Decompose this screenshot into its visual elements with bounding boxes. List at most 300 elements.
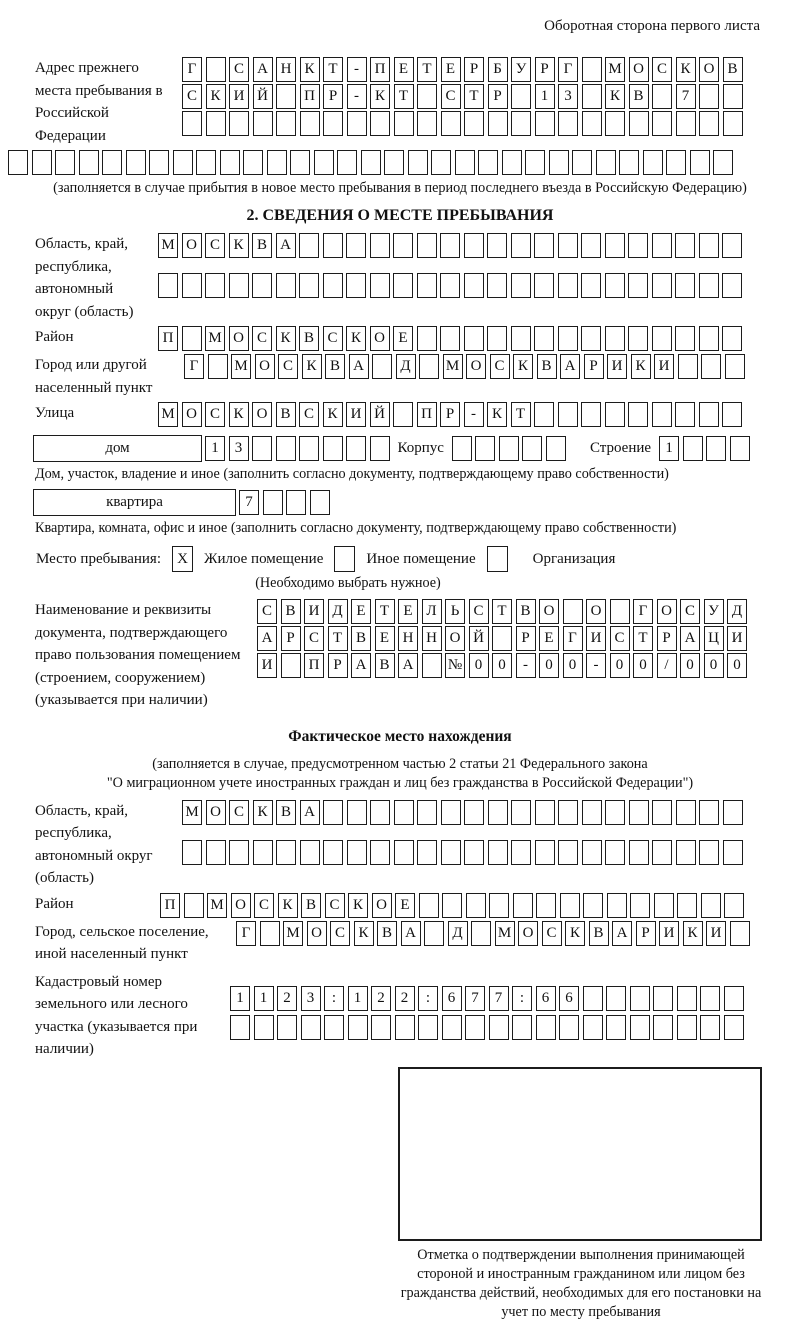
char-cell[interactable]: П xyxy=(160,893,180,918)
char-cell[interactable] xyxy=(558,233,578,258)
char-cell[interactable] xyxy=(677,893,697,918)
char-cell[interactable] xyxy=(607,893,627,918)
char-cell[interactable]: О xyxy=(255,354,275,379)
char-cell[interactable] xyxy=(536,1015,556,1040)
char-cell[interactable]: 0 xyxy=(563,653,583,678)
char-cell[interactable]: Й xyxy=(469,626,489,651)
char-cell[interactable] xyxy=(722,402,742,427)
char-cell[interactable] xyxy=(229,111,249,136)
char-cell[interactable] xyxy=(534,233,554,258)
char-cell[interactable] xyxy=(440,233,460,258)
char-cell[interactable]: - xyxy=(464,402,484,427)
char-cell[interactable] xyxy=(417,233,437,258)
char-cell[interactable]: Е xyxy=(393,326,413,351)
char-cell[interactable]: М xyxy=(207,893,227,918)
char-cell[interactable] xyxy=(723,84,743,109)
char-cell[interactable] xyxy=(182,273,202,298)
char-cell[interactable] xyxy=(723,800,743,825)
char-cell[interactable]: Е xyxy=(351,599,371,624)
char-cell[interactable] xyxy=(276,840,296,865)
char-cell[interactable]: Н xyxy=(398,626,418,651)
char-cell[interactable] xyxy=(431,150,451,175)
s3-city-row[interactable] xyxy=(236,921,750,946)
char-cell[interactable]: : xyxy=(324,986,344,1011)
cadastral-row-2[interactable] xyxy=(230,1015,744,1040)
char-cell[interactable]: А xyxy=(560,354,580,379)
char-cell[interactable] xyxy=(276,84,296,109)
char-cell[interactable] xyxy=(126,150,146,175)
char-cell[interactable] xyxy=(652,840,672,865)
char-cell[interactable]: К xyxy=(354,921,374,946)
char-cell[interactable]: С xyxy=(490,354,510,379)
char-cell[interactable]: 1 xyxy=(230,986,250,1011)
char-cell[interactable] xyxy=(394,840,414,865)
char-cell[interactable] xyxy=(706,436,726,461)
char-cell[interactable] xyxy=(408,150,428,175)
char-cell[interactable]: : xyxy=(418,986,438,1011)
char-cell[interactable] xyxy=(511,273,531,298)
char-cell[interactable]: М xyxy=(283,921,303,946)
char-cell[interactable] xyxy=(558,800,578,825)
char-cell[interactable] xyxy=(699,402,719,427)
char-cell[interactable]: Й xyxy=(370,402,390,427)
char-cell[interactable]: О xyxy=(466,354,486,379)
char-cell[interactable] xyxy=(452,436,472,461)
char-cell[interactable]: П xyxy=(304,653,324,678)
char-cell[interactable] xyxy=(563,599,583,624)
char-cell[interactable]: В xyxy=(325,354,345,379)
document-row-1[interactable] xyxy=(257,599,747,624)
char-cell[interactable] xyxy=(489,893,509,918)
char-cell[interactable]: 0 xyxy=(680,653,700,678)
char-cell[interactable] xyxy=(361,150,381,175)
char-cell[interactable] xyxy=(464,111,484,136)
char-cell[interactable] xyxy=(722,326,742,351)
char-cell[interactable] xyxy=(184,893,204,918)
s3-region-row-2[interactable] xyxy=(182,840,743,865)
char-cell[interactable] xyxy=(605,840,625,865)
char-cell[interactable] xyxy=(730,921,750,946)
char-cell[interactable]: А xyxy=(253,57,273,82)
char-cell[interactable] xyxy=(676,800,696,825)
char-cell[interactable] xyxy=(243,150,263,175)
cadastral-row-1[interactable] xyxy=(230,986,744,1011)
char-cell[interactable]: С xyxy=(652,57,672,82)
s3-district-row[interactable] xyxy=(160,893,744,918)
prev-address-overflow-row[interactable] xyxy=(8,150,792,175)
char-cell[interactable]: М xyxy=(182,800,202,825)
char-cell[interactable] xyxy=(652,800,672,825)
char-cell[interactable]: Г xyxy=(184,354,204,379)
char-cell[interactable]: К xyxy=(253,800,273,825)
char-cell[interactable]: Р xyxy=(657,626,677,651)
char-cell[interactable] xyxy=(419,354,439,379)
char-cell[interactable] xyxy=(522,436,542,461)
char-cell[interactable]: С xyxy=(278,354,298,379)
char-cell[interactable] xyxy=(628,326,648,351)
char-cell[interactable]: 0 xyxy=(727,653,747,678)
char-cell[interactable]: С xyxy=(205,233,225,258)
char-cell[interactable] xyxy=(323,111,343,136)
char-cell[interactable] xyxy=(276,436,296,461)
char-cell[interactable]: И xyxy=(257,653,277,678)
char-cell[interactable] xyxy=(417,111,437,136)
char-cell[interactable] xyxy=(323,273,343,298)
char-cell[interactable]: 6 xyxy=(559,986,579,1011)
char-cell[interactable]: 7 xyxy=(676,84,696,109)
char-cell[interactable]: К xyxy=(348,893,368,918)
char-cell[interactable] xyxy=(701,354,721,379)
char-cell[interactable] xyxy=(713,150,733,175)
char-cell[interactable]: В xyxy=(375,653,395,678)
char-cell[interactable] xyxy=(675,402,695,427)
char-cell[interactable] xyxy=(229,273,249,298)
char-cell[interactable] xyxy=(699,84,719,109)
char-cell[interactable]: Д xyxy=(328,599,348,624)
apartment-number-cells[interactable] xyxy=(239,490,330,515)
char-cell[interactable]: О xyxy=(231,893,251,918)
char-cell[interactable]: О xyxy=(699,57,719,82)
char-cell[interactable] xyxy=(394,111,414,136)
char-cell[interactable]: С xyxy=(323,326,343,351)
char-cell[interactable]: И xyxy=(706,921,726,946)
char-cell[interactable]: О xyxy=(586,599,606,624)
char-cell[interactable]: С xyxy=(680,599,700,624)
char-cell[interactable]: 2 xyxy=(371,986,391,1011)
s2-street-row[interactable] xyxy=(158,402,742,427)
char-cell[interactable]: С xyxy=(610,626,630,651)
char-cell[interactable]: М xyxy=(605,57,625,82)
char-cell[interactable]: С xyxy=(441,84,461,109)
char-cell[interactable] xyxy=(723,840,743,865)
char-cell[interactable] xyxy=(182,840,202,865)
char-cell[interactable] xyxy=(229,840,249,865)
char-cell[interactable] xyxy=(208,354,228,379)
char-cell[interactable] xyxy=(512,1015,532,1040)
char-cell[interactable] xyxy=(441,840,461,865)
char-cell[interactable]: О xyxy=(518,921,538,946)
char-cell[interactable]: М xyxy=(231,354,251,379)
char-cell[interactable] xyxy=(301,1015,321,1040)
char-cell[interactable] xyxy=(511,326,531,351)
char-cell[interactable] xyxy=(417,326,437,351)
char-cell[interactable] xyxy=(149,150,169,175)
char-cell[interactable]: Д xyxy=(396,354,416,379)
char-cell[interactable]: П xyxy=(370,57,390,82)
char-cell[interactable] xyxy=(417,84,437,109)
char-cell[interactable]: В xyxy=(351,626,371,651)
char-cell[interactable]: Р xyxy=(323,84,343,109)
char-cell[interactable] xyxy=(254,1015,274,1040)
s2-district-row[interactable] xyxy=(158,326,742,351)
char-cell[interactable] xyxy=(370,840,390,865)
char-cell[interactable] xyxy=(502,150,522,175)
korpus-cells[interactable] xyxy=(452,436,566,461)
char-cell[interactable]: И xyxy=(727,626,747,651)
char-cell[interactable]: 7 xyxy=(489,986,509,1011)
char-cell[interactable]: Т xyxy=(375,599,395,624)
char-cell[interactable]: - xyxy=(347,57,367,82)
char-cell[interactable]: 1 xyxy=(254,986,274,1011)
char-cell[interactable] xyxy=(549,150,569,175)
char-cell[interactable]: О xyxy=(182,233,202,258)
char-cell[interactable] xyxy=(725,354,745,379)
char-cell[interactable]: И xyxy=(586,626,606,651)
char-cell[interactable] xyxy=(583,986,603,1011)
char-cell[interactable] xyxy=(370,800,390,825)
char-cell[interactable]: В xyxy=(629,84,649,109)
char-cell[interactable] xyxy=(32,150,52,175)
char-cell[interactable] xyxy=(487,233,507,258)
char-cell[interactable] xyxy=(653,986,673,1011)
char-cell[interactable]: В xyxy=(281,599,301,624)
char-cell[interactable] xyxy=(220,150,240,175)
char-cell[interactable] xyxy=(419,893,439,918)
char-cell[interactable] xyxy=(384,150,404,175)
char-cell[interactable] xyxy=(630,1015,650,1040)
char-cell[interactable] xyxy=(560,893,580,918)
char-cell[interactable]: Р xyxy=(584,354,604,379)
char-cell[interactable] xyxy=(666,150,686,175)
char-cell[interactable] xyxy=(582,57,602,82)
char-cell[interactable]: Й xyxy=(253,84,273,109)
char-cell[interactable] xyxy=(558,840,578,865)
char-cell[interactable] xyxy=(723,111,743,136)
char-cell[interactable]: Г xyxy=(558,57,578,82)
char-cell[interactable]: Б xyxy=(488,57,508,82)
char-cell[interactable] xyxy=(393,233,413,258)
char-cell[interactable]: К xyxy=(302,354,322,379)
char-cell[interactable] xyxy=(102,150,122,175)
char-cell[interactable]: Е xyxy=(398,599,418,624)
char-cell[interactable]: Е xyxy=(375,626,395,651)
char-cell[interactable]: Д xyxy=(448,921,468,946)
char-cell[interactable]: Р xyxy=(516,626,536,651)
char-cell[interactable]: Г xyxy=(563,626,583,651)
char-cell[interactable]: В xyxy=(516,599,536,624)
char-cell[interactable] xyxy=(441,800,461,825)
char-cell[interactable] xyxy=(440,273,460,298)
char-cell[interactable]: О xyxy=(370,326,390,351)
char-cell[interactable] xyxy=(678,354,698,379)
char-cell[interactable]: В xyxy=(299,326,319,351)
char-cell[interactable] xyxy=(582,111,602,136)
char-cell[interactable] xyxy=(492,626,512,651)
char-cell[interactable]: К xyxy=(229,233,249,258)
char-cell[interactable] xyxy=(654,893,674,918)
char-cell[interactable] xyxy=(393,273,413,298)
char-cell[interactable]: С xyxy=(304,626,324,651)
char-cell[interactable]: О xyxy=(206,800,226,825)
char-cell[interactable]: К xyxy=(683,921,703,946)
char-cell[interactable] xyxy=(347,840,367,865)
char-cell[interactable] xyxy=(395,1015,415,1040)
char-cell[interactable] xyxy=(701,893,721,918)
char-cell[interactable] xyxy=(675,273,695,298)
char-cell[interactable] xyxy=(699,326,719,351)
char-cell[interactable] xyxy=(442,893,462,918)
char-cell[interactable]: О xyxy=(307,921,327,946)
char-cell[interactable]: 0 xyxy=(492,653,512,678)
char-cell[interactable] xyxy=(371,1015,391,1040)
char-cell[interactable] xyxy=(489,1015,509,1040)
char-cell[interactable] xyxy=(442,1015,462,1040)
char-cell[interactable]: Ц xyxy=(704,626,724,651)
char-cell[interactable] xyxy=(652,326,672,351)
stay-option-organization-checkbox[interactable] xyxy=(487,546,508,572)
char-cell[interactable]: К xyxy=(676,57,696,82)
char-cell[interactable] xyxy=(722,233,742,258)
char-cell[interactable]: К xyxy=(487,402,507,427)
char-cell[interactable] xyxy=(286,490,306,515)
char-cell[interactable]: 7 xyxy=(465,986,485,1011)
stay-option-residential-checkbox[interactable]: X xyxy=(172,546,193,572)
char-cell[interactable]: Т xyxy=(492,599,512,624)
char-cell[interactable]: Т xyxy=(464,84,484,109)
char-cell[interactable] xyxy=(605,402,625,427)
char-cell[interactable] xyxy=(347,800,367,825)
char-cell[interactable]: 1 xyxy=(348,986,368,1011)
char-cell[interactable] xyxy=(206,57,226,82)
char-cell[interactable] xyxy=(277,1015,297,1040)
char-cell[interactable] xyxy=(55,150,75,175)
char-cell[interactable]: К xyxy=(276,326,296,351)
char-cell[interactable] xyxy=(464,840,484,865)
prev-address-row-1[interactable] xyxy=(182,57,743,82)
char-cell[interactable]: В xyxy=(723,57,743,82)
char-cell[interactable] xyxy=(511,840,531,865)
char-cell[interactable] xyxy=(253,840,273,865)
char-cell[interactable] xyxy=(699,273,719,298)
char-cell[interactable]: С xyxy=(182,84,202,109)
char-cell[interactable] xyxy=(348,1015,368,1040)
char-cell[interactable] xyxy=(424,921,444,946)
char-cell[interactable]: - xyxy=(347,84,367,109)
char-cell[interactable]: М xyxy=(158,402,178,427)
char-cell[interactable]: А xyxy=(680,626,700,651)
char-cell[interactable] xyxy=(605,326,625,351)
char-cell[interactable]: 7 xyxy=(239,490,259,515)
char-cell[interactable]: И xyxy=(304,599,324,624)
stay-option-other-checkbox[interactable] xyxy=(334,546,355,572)
char-cell[interactable] xyxy=(629,800,649,825)
char-cell[interactable]: К xyxy=(346,326,366,351)
char-cell[interactable]: О xyxy=(629,57,649,82)
char-cell[interactable] xyxy=(488,800,508,825)
char-cell[interactable] xyxy=(546,436,566,461)
char-cell[interactable] xyxy=(730,436,750,461)
char-cell[interactable]: К xyxy=(323,402,343,427)
char-cell[interactable] xyxy=(630,986,650,1011)
char-cell[interactable]: А xyxy=(276,233,296,258)
document-row-2[interactable] xyxy=(257,626,747,651)
char-cell[interactable]: О xyxy=(657,599,677,624)
char-cell[interactable] xyxy=(488,840,508,865)
char-cell[interactable] xyxy=(471,921,491,946)
char-cell[interactable]: М xyxy=(158,233,178,258)
char-cell[interactable] xyxy=(605,233,625,258)
char-cell[interactable]: Г xyxy=(633,599,653,624)
char-cell[interactable]: / xyxy=(657,653,677,678)
char-cell[interactable] xyxy=(324,1015,344,1040)
char-cell[interactable] xyxy=(417,800,437,825)
char-cell[interactable] xyxy=(605,273,625,298)
char-cell[interactable] xyxy=(310,490,330,515)
char-cell[interactable] xyxy=(347,111,367,136)
char-cell[interactable] xyxy=(536,893,556,918)
char-cell[interactable] xyxy=(346,273,366,298)
char-cell[interactable] xyxy=(417,273,437,298)
char-cell[interactable]: К xyxy=(631,354,651,379)
s2-region-row-1[interactable] xyxy=(158,233,742,258)
char-cell[interactable] xyxy=(337,150,357,175)
char-cell[interactable]: Т xyxy=(633,626,653,651)
char-cell[interactable] xyxy=(653,1015,673,1040)
char-cell[interactable] xyxy=(676,111,696,136)
char-cell[interactable]: С xyxy=(205,402,225,427)
char-cell[interactable] xyxy=(605,800,625,825)
char-cell[interactable] xyxy=(182,326,202,351)
char-cell[interactable] xyxy=(581,273,601,298)
char-cell[interactable]: А xyxy=(257,626,277,651)
char-cell[interactable] xyxy=(582,840,602,865)
char-cell[interactable]: Р xyxy=(636,921,656,946)
char-cell[interactable] xyxy=(675,233,695,258)
char-cell[interactable] xyxy=(583,1015,603,1040)
char-cell[interactable]: А xyxy=(300,800,320,825)
char-cell[interactable] xyxy=(583,893,603,918)
char-cell[interactable]: А xyxy=(349,354,369,379)
char-cell[interactable]: И xyxy=(659,921,679,946)
char-cell[interactable]: В xyxy=(276,800,296,825)
char-cell[interactable]: К xyxy=(229,402,249,427)
char-cell[interactable] xyxy=(206,111,226,136)
char-cell[interactable] xyxy=(8,150,28,175)
char-cell[interactable] xyxy=(677,1015,697,1040)
char-cell[interactable]: 0 xyxy=(469,653,489,678)
char-cell[interactable] xyxy=(267,150,287,175)
house-number-cells[interactable] xyxy=(205,436,390,461)
char-cell[interactable] xyxy=(683,436,703,461)
char-cell[interactable] xyxy=(281,653,301,678)
char-cell[interactable] xyxy=(558,111,578,136)
char-cell[interactable]: А xyxy=(612,921,632,946)
char-cell[interactable] xyxy=(260,921,280,946)
char-cell[interactable] xyxy=(596,150,616,175)
char-cell[interactable] xyxy=(464,326,484,351)
char-cell[interactable] xyxy=(372,354,392,379)
char-cell[interactable]: М xyxy=(495,921,515,946)
char-cell[interactable] xyxy=(346,436,366,461)
char-cell[interactable]: С xyxy=(229,57,249,82)
char-cell[interactable] xyxy=(487,326,507,351)
char-cell[interactable] xyxy=(464,233,484,258)
char-cell[interactable] xyxy=(487,273,507,298)
char-cell[interactable]: 6 xyxy=(442,986,462,1011)
char-cell[interactable]: О xyxy=(445,626,465,651)
char-cell[interactable] xyxy=(205,273,225,298)
char-cell[interactable]: - xyxy=(586,653,606,678)
char-cell[interactable]: О xyxy=(252,402,272,427)
char-cell[interactable] xyxy=(629,111,649,136)
char-cell[interactable]: С xyxy=(325,893,345,918)
char-cell[interactable] xyxy=(230,1015,250,1040)
char-cell[interactable] xyxy=(643,150,663,175)
char-cell[interactable]: В xyxy=(537,354,557,379)
char-cell[interactable] xyxy=(619,150,639,175)
char-cell[interactable] xyxy=(724,1015,744,1040)
char-cell[interactable]: В xyxy=(252,233,272,258)
